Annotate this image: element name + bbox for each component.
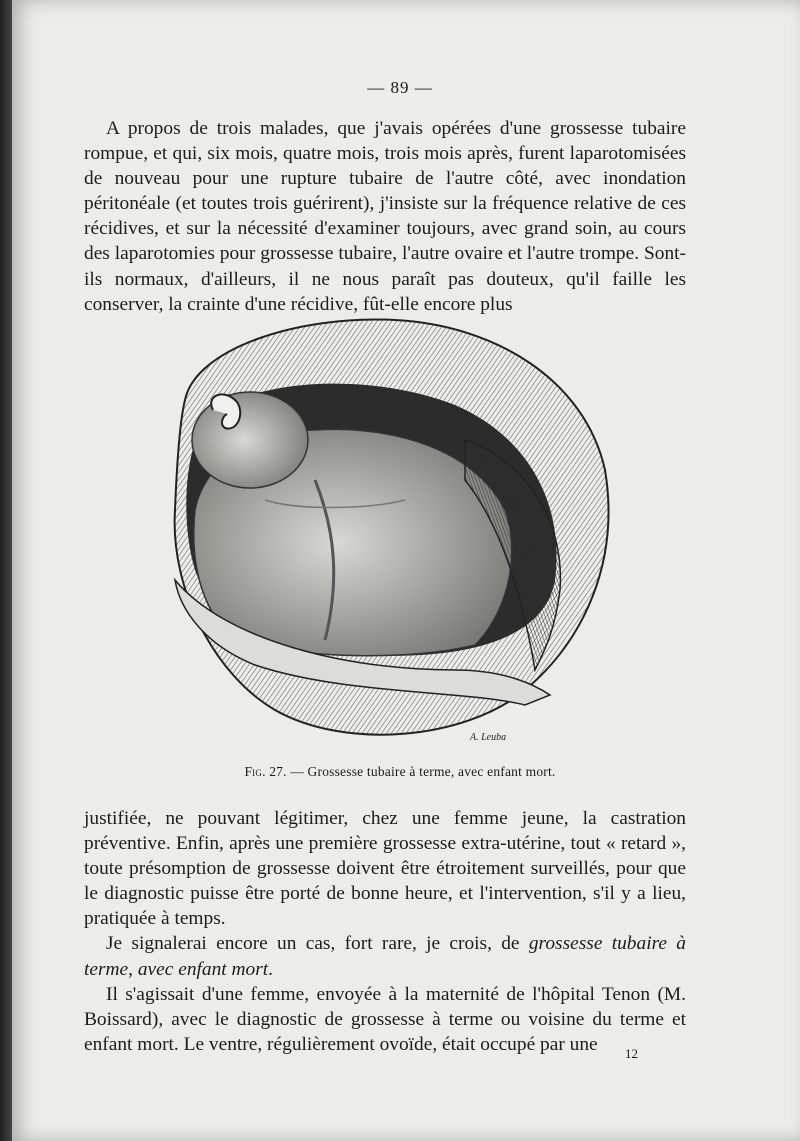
paragraph-top [84,116,686,317]
paragraph-2-tail: . [268,958,274,980]
figure-caption-text: — Grossesse tubaire à terme, avec enfant mort. [290,764,556,779]
paragraph-top-text: A propos de trois malades, que j'avais opérées d'une grossesse tubaire rompue, et qui, six mois, quatre mois, trois mois après, furent laparotomisées de nouveau pour une rupture tubaire de l'autre côté, avec inondation péritonéale (et toutes trois guérirent), j'insiste sur la fréquence relative de ces récidives, et sur la nécessité d'examiner toujours, avec grand soin, au cours des laparotomies pour grossesse tubaire, l'autre ovaire et l'autre trompe. Sont-ils normaux, d'ailleurs, il ne nous paraît pas douteux, qu'il faille les conserver, la crainte d'une récidive, fût-elle encore plus [84,118,686,315]
paragraph-2-italic: grossesse tubaire à terme, avec enfant mort [84,933,686,980]
paragraph-2-lead: Je signalerai encore un cas, fort rare, je crois, de [106,933,529,955]
paragraph-continuation: justifiée, ne pouvant légitimer, chez une femme jeune, la castration préventive. Enfin, après une première grossesse extra-utérine, tout « retard », toute présomption de grossesse doivent être étroitement surveillés, pour que le diagnostic puisse être porté de bonne heure, et l'intervention, s'il y a lieu, pratiquée à temps. [84,808,686,930]
figure-caption [0,764,800,780]
paragraphs-bottom [84,806,686,1057]
paragraph-case-description: Il s'agissait d'une femme, envoyée à la maternité de l'hôpital Tenon (M. Boissard), avec le diagnostic de grossesse à terme ou voisine du terme et enfant mort. Le ventre, régulièrement ovoïde, était occupé par une [84,983,686,1055]
paragraph-rare-case [84,931,686,981]
page-number: — 89 — [367,78,433,97]
figure-label: Fig. 27. [244,764,287,779]
fetus-head [192,392,308,488]
signature-mark: 12 [625,1046,638,1061]
artist-signature: A. Leuba [470,732,507,743]
figure-illustration [165,310,625,750]
